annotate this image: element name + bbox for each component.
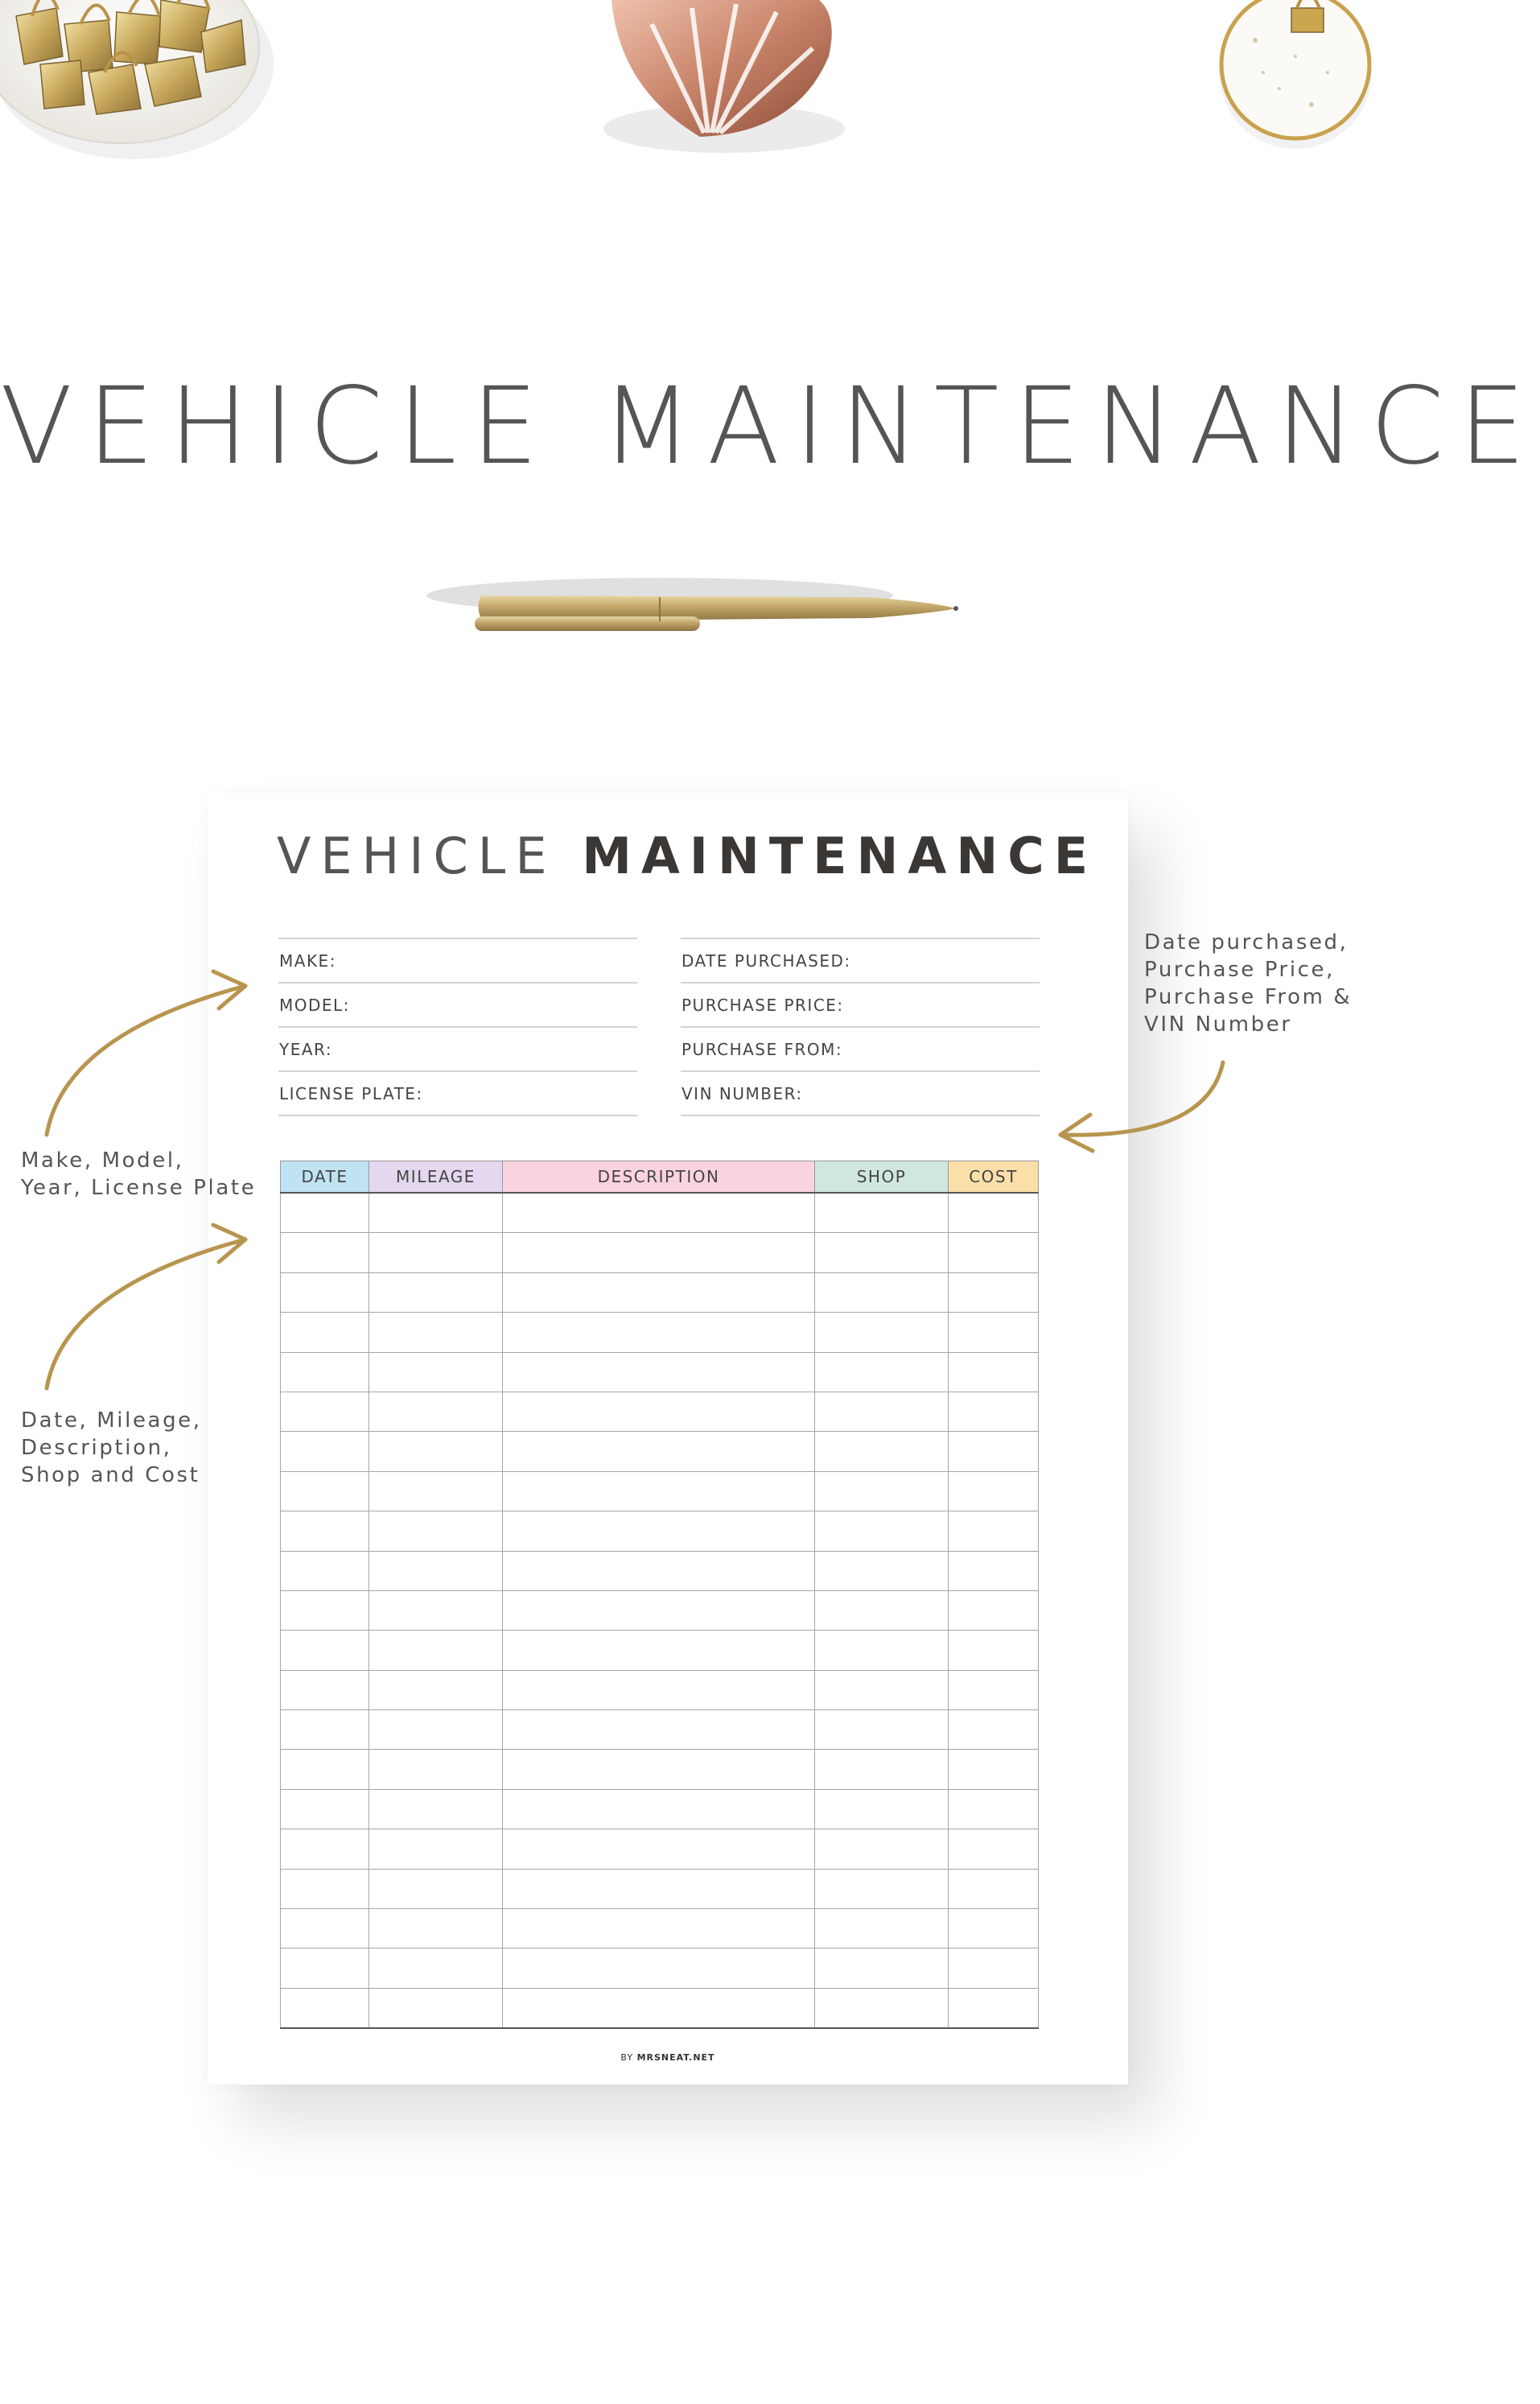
table-cell[interactable] — [281, 1313, 369, 1352]
table-cell[interactable] — [369, 1869, 503, 1908]
table-row — [281, 1313, 1039, 1352]
annotation-line: Year, License Plate — [21, 1176, 257, 1200]
table-cell[interactable] — [503, 1272, 815, 1312]
binder-clips-bowl-image — [0, 0, 290, 161]
gold-pen-image — [418, 563, 966, 660]
table-cell[interactable] — [815, 1829, 949, 1869]
table-row — [281, 1909, 1039, 1948]
table-cell[interactable] — [949, 1551, 1039, 1590]
table-row — [281, 1710, 1039, 1750]
sheet-title — [277, 827, 1097, 885]
table-cell[interactable] — [281, 1590, 369, 1630]
table-cell[interactable] — [949, 1313, 1039, 1352]
copper-monstera-leaf-image — [563, 0, 869, 161]
annotation-date-purchased — [1144, 929, 1352, 1038]
footer-prefix: BY — [620, 2052, 634, 2063]
table-cell[interactable] — [815, 1590, 949, 1630]
gold-arrow-date-purchased — [1046, 1050, 1231, 1155]
table-cell[interactable] — [503, 1193, 815, 1233]
annotation-line: Make, Model, — [21, 1148, 184, 1173]
gold-arrow-make-model — [32, 962, 257, 1147]
table-cell[interactable] — [815, 1710, 949, 1750]
table-cell[interactable] — [949, 1789, 1039, 1829]
table-cell[interactable] — [949, 1710, 1039, 1750]
table-cell[interactable] — [281, 1193, 369, 1233]
table-cell[interactable] — [503, 1789, 815, 1829]
table-cell[interactable] — [281, 1909, 369, 1948]
maintenance-log-body — [281, 1193, 1039, 2028]
table-cell[interactable] — [815, 1233, 949, 1272]
table-cell[interactable] — [815, 1631, 949, 1670]
table-cell[interactable] — [503, 1511, 815, 1551]
maintenance-log-table — [280, 1161, 1039, 2029]
model-field[interactable]: MODEL: — [278, 983, 637, 1028]
table-cell[interactable] — [949, 1909, 1039, 1948]
table-cell[interactable] — [369, 1590, 503, 1630]
table-cell[interactable] — [949, 1590, 1039, 1630]
table-cell[interactable] — [369, 1551, 503, 1590]
sheet-title-light: VEHICLE — [277, 827, 557, 885]
table-row — [281, 1869, 1039, 1908]
table-cell[interactable] — [281, 1750, 369, 1789]
table-cell[interactable] — [281, 1789, 369, 1829]
table-cell[interactable] — [815, 1988, 949, 2028]
make-field[interactable]: MAKE: — [278, 939, 637, 983]
table-cell[interactable] — [281, 1829, 369, 1869]
column-header-date: DATE — [281, 1161, 369, 1194]
table-cell[interactable] — [369, 1272, 503, 1312]
table-cell[interactable] — [503, 1710, 815, 1750]
table-cell[interactable] — [369, 1392, 503, 1431]
column-header-cost: COST — [949, 1161, 1039, 1194]
table-cell[interactable] — [281, 1352, 369, 1392]
table-cell[interactable] — [369, 1988, 503, 2028]
table-row — [281, 1590, 1039, 1630]
column-header-description: DESCRIPTION — [503, 1161, 815, 1194]
table-row — [281, 1272, 1039, 1312]
table-cell[interactable] — [815, 1551, 949, 1590]
table-row — [281, 1750, 1039, 1789]
table-cell[interactable] — [503, 1829, 815, 1869]
table-cell[interactable] — [949, 1233, 1039, 1272]
table-row — [281, 1948, 1039, 1988]
table-row — [281, 1670, 1039, 1709]
table-row — [281, 1551, 1039, 1590]
table-cell[interactable] — [503, 1471, 815, 1511]
table-cell[interactable] — [815, 1869, 949, 1908]
table-cell[interactable] — [281, 1511, 369, 1551]
annotation-line: Date purchased, — [1144, 930, 1349, 955]
table-row — [281, 1392, 1039, 1431]
table-row — [281, 1829, 1039, 1869]
table-cell[interactable] — [503, 1432, 815, 1471]
table-cell[interactable] — [369, 1193, 503, 1233]
table-cell[interactable] — [815, 1193, 949, 1233]
table-cell[interactable] — [281, 1670, 369, 1709]
table-cell[interactable] — [369, 1670, 503, 1709]
table-cell[interactable] — [949, 1869, 1039, 1908]
planner-sheet — [208, 793, 1128, 2084]
column-header-mileage: MILEAGE — [369, 1161, 503, 1194]
table-cell[interactable] — [369, 1432, 503, 1471]
table-cell[interactable] — [369, 1948, 503, 1988]
annotation-line: Shop and Cost — [21, 1463, 200, 1487]
table-cell[interactable] — [369, 1511, 503, 1551]
table-cell[interactable] — [281, 1988, 369, 2028]
table-row — [281, 1233, 1039, 1272]
table-cell[interactable] — [503, 1590, 815, 1630]
table-cell[interactable] — [503, 1750, 815, 1789]
table-cell[interactable] — [503, 1909, 815, 1948]
table-cell[interactable] — [503, 1948, 815, 1988]
table-cell[interactable] — [281, 1233, 369, 1272]
table-row — [281, 1511, 1039, 1551]
table-cell[interactable] — [503, 1670, 815, 1709]
table-cell[interactable] — [281, 1869, 369, 1908]
table-cell[interactable] — [281, 1631, 369, 1670]
purchase-price-field[interactable]: PURCHASE PRICE: — [681, 983, 1040, 1028]
table-cell[interactable] — [503, 1988, 815, 2028]
column-header-shop: SHOP — [815, 1161, 949, 1194]
table-cell[interactable] — [949, 1988, 1039, 2028]
table-row — [281, 1789, 1039, 1829]
table-cell[interactable] — [949, 1631, 1039, 1670]
sheet-footer — [208, 2052, 1128, 2063]
annotation-line: Date, Mileage, — [21, 1408, 202, 1433]
table-cell[interactable] — [503, 1392, 815, 1431]
table-cell[interactable] — [815, 1392, 949, 1431]
gold-arrow-date-mileage — [32, 1215, 257, 1400]
table-cell[interactable] — [949, 1511, 1039, 1551]
table-cell[interactable] — [815, 1750, 949, 1789]
table-cell[interactable] — [815, 1272, 949, 1312]
table-cell[interactable] — [281, 1432, 369, 1471]
table-cell[interactable] — [949, 1670, 1039, 1709]
table-cell[interactable] — [281, 1710, 369, 1750]
table-cell[interactable] — [815, 1789, 949, 1829]
annotation-line: VIN Number — [1144, 1012, 1292, 1037]
table-row — [281, 1631, 1039, 1670]
table-cell[interactable] — [369, 1789, 503, 1829]
vehicle-info-fields — [278, 938, 637, 1116]
table-cell[interactable] — [369, 1233, 503, 1272]
annotation-line: Purchase From & — [1144, 985, 1353, 1009]
table-header-row — [281, 1161, 1039, 1194]
table-cell[interactable] — [815, 1432, 949, 1471]
table-cell[interactable] — [815, 1511, 949, 1551]
annotation-date-mileage — [21, 1407, 202, 1489]
table-cell[interactable] — [815, 1352, 949, 1392]
table-cell[interactable] — [815, 1471, 949, 1511]
table-cell[interactable] — [281, 1392, 369, 1431]
date-purchased-field[interactable]: DATE PURCHASED: — [681, 939, 1040, 983]
table-cell[interactable] — [949, 1392, 1039, 1431]
license-plate-field[interactable]: LICENSE PLATE: — [278, 1072, 637, 1116]
annotation-line: Purchase Price, — [1144, 958, 1336, 982]
table-cell[interactable] — [369, 1471, 503, 1511]
table-cell[interactable] — [503, 1551, 815, 1590]
table-cell[interactable] — [815, 1909, 949, 1948]
table-cell[interactable] — [369, 1750, 503, 1789]
hero-title: VEHICLE MAINTENANCE — [0, 365, 1540, 489]
table-cell[interactable] — [369, 1909, 503, 1948]
table-cell[interactable] — [949, 1750, 1039, 1789]
table-cell[interactable] — [369, 1313, 503, 1352]
table-cell[interactable] — [503, 1313, 815, 1352]
table-cell[interactable] — [281, 1471, 369, 1511]
table-row — [281, 1988, 1039, 2028]
table-cell[interactable] — [503, 1233, 815, 1272]
sheet-title-bold: MAINTENANCE — [582, 827, 1098, 885]
footer-site: MRSNEAT.NET — [636, 2052, 715, 2063]
table-cell[interactable] — [281, 1272, 369, 1312]
table-cell[interactable] — [503, 1352, 815, 1392]
purchase-from-field[interactable]: PURCHASE FROM: — [681, 1028, 1040, 1072]
table-cell[interactable] — [281, 1551, 369, 1590]
table-cell[interactable] — [949, 1471, 1039, 1511]
table-cell[interactable] — [949, 1432, 1039, 1471]
table-cell[interactable] — [815, 1313, 949, 1352]
table-cell[interactable] — [949, 1829, 1039, 1869]
table-cell[interactable] — [369, 1631, 503, 1670]
table-cell[interactable] — [503, 1631, 815, 1670]
table-cell[interactable] — [369, 1829, 503, 1869]
table-cell[interactable] — [949, 1193, 1039, 1233]
table-cell[interactable] — [949, 1948, 1039, 1988]
purchase-info-fields — [681, 938, 1040, 1116]
table-row — [281, 1352, 1039, 1392]
vin-number-field[interactable]: VIN NUMBER: — [681, 1072, 1040, 1116]
gold-rimmed-dish-image — [1207, 0, 1384, 153]
table-cell[interactable] — [369, 1710, 503, 1750]
table-cell[interactable] — [369, 1352, 503, 1392]
table-cell[interactable] — [949, 1272, 1039, 1312]
table-row — [281, 1193, 1039, 1233]
table-cell[interactable] — [503, 1869, 815, 1908]
table-row — [281, 1471, 1039, 1511]
table-cell[interactable] — [949, 1352, 1039, 1392]
table-cell[interactable] — [815, 1948, 949, 1988]
annotation-make-model — [21, 1147, 256, 1202]
table-cell[interactable] — [815, 1670, 949, 1709]
table-cell[interactable] — [281, 1948, 369, 1988]
annotation-line: Description, — [21, 1436, 172, 1460]
table-row — [281, 1432, 1039, 1471]
year-field[interactable]: YEAR: — [278, 1028, 637, 1072]
